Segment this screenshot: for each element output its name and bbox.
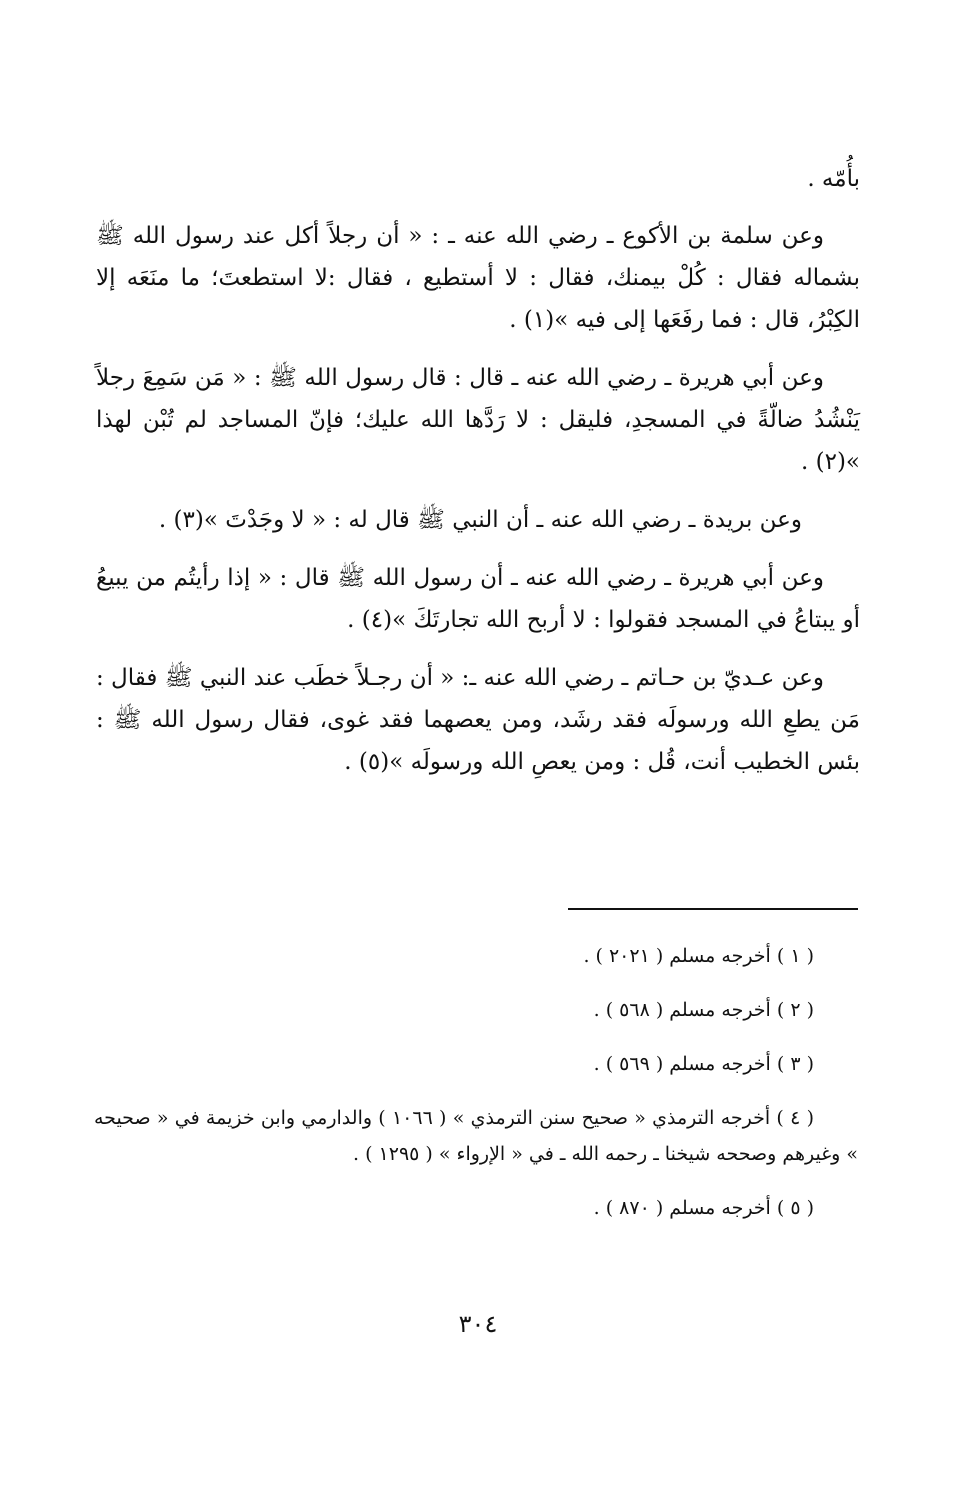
footnote-divider: [568, 908, 858, 910]
paragraph-salama: وعن سلمة بن الأكوع ـ رضي الله عنه ـ : « أن رجلاً أكل عند رسول الله ﷺ بشماله فقال : كُلْ بيمنك، فقال : لا أستطيع ، فقال :لا استطعتَ؛ ما منَعَه إلا الكِبْرُ، قال : فما رفَعَها إلى فيه »(١) .: [96, 223, 860, 333]
footnote-5: ( ٥ ) أخرجه مسلم ( ٨٧٠ ) .: [593, 1197, 814, 1219]
footnote-2: ( ٢ ) أخرجه مسلم ( ٥٦٨ ) .: [593, 999, 814, 1021]
footnote-1: ( ١ ) أخرجه مسلم ( ٢٠٢١ ) .: [583, 945, 814, 967]
main-text-block: [96, 215, 860, 799]
paragraph-burayda: وعن بريدة ـ رضي الله عنه ـ أن النبي ﷺ قال له : « لا وجَدْتَ »(٣) .: [158, 507, 802, 533]
paragraph-adi-bin-hatim: وعن عـديّ بن حـاتم ـ رضي الله عنه ـ: « أن رجـلاً خطَب عند النبي ﷺ فقال : مَن يطعِ الله ورسولَه فقد رشَد، ومن يعصهما فقد غوى، فقال رسول الله ﷺ : بئس الخطيب أنت، قُل : ومن يعصِ الله ورسولَه »(٥) .: [96, 665, 860, 775]
footnote-4: ( ٤ ) أخرجه الترمذي « صحيح سنن الترمذي » ( ١٠٦٦ ) والدارمي وابن خزيمة في « صحيحه » وغيرهم وصححه شيخنا ـ رحمه الله ـ في « الإرواء » ( ١٢٩٥ ) .: [94, 1107, 858, 1165]
paragraph-abu-hurayra-mosque: وعن أبي هريرة ـ رضي الله عنه ـ قال : قال رسول الله ﷺ : « مَن سَمِعَ رجلاً يَنْشُدُ ضالّةً في المسجدِ، فليقل : لا رَدَّها الله عليك؛ فإنّ المساجد لم تُبْن لهذا »(٢) .: [96, 365, 860, 475]
continuation-line: بأُمّه .: [807, 166, 860, 192]
paragraph-abu-hurayra-trade: وعن أبي هريرة ـ رضي الله عنه ـ أن رسول الله ﷺ قال : « إذا رأيتُم من يبيعُ أو يبتاعُ في المسجد فقولوا : لا أربح الله تجارتَكَ »(٤) .: [96, 565, 860, 633]
continuation-text-block: [96, 158, 860, 216]
footnote-3: ( ٣ ) أخرجه مسلم ( ٥٦٩ ) .: [593, 1053, 814, 1075]
page-number: ٣٠٤: [458, 1310, 498, 1338]
footnotes-section: [94, 938, 858, 1244]
